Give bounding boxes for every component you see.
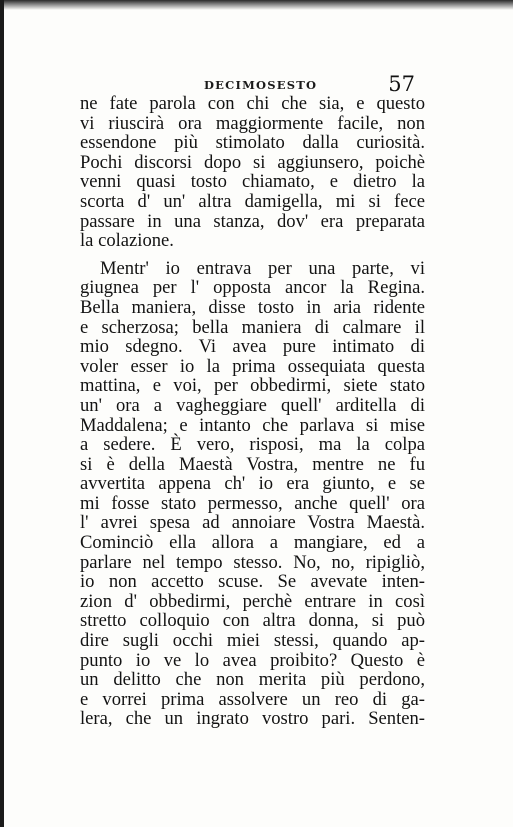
text-line: scorta d' un' altra damigella, mi si fece [80,190,425,212]
text-line: parlare nel tempo stesso. No, no, ripigliò, [80,551,425,573]
text-line: Pochi discorsi dopo si aggiunsero, poichè [80,151,425,173]
text-line: giugnea per l' opposta ancor la Regina. [80,277,425,299]
text-line: l' avrei spesa ad annoiare Vostra Maestà. [80,512,425,534]
text-line: Mentr' io entrava per una parte, vi [100,257,425,279]
body-text [80,94,425,729]
text-line: e scherzosa; bella maniera di calmare il [80,316,425,338]
text-line: punto io ve lo avea proibito? Questo è [80,649,425,671]
text-line: vi riuscirà ora maggiormente facile, non [80,112,425,134]
scan-left-edge [0,0,4,827]
page-number: 57 [388,72,415,96]
text-line: dire sugli occhi miei stessi, quando ap- [80,630,425,652]
text-line: Maddalena; e intanto che parlava si mise [80,414,425,436]
text-line: zion d' obbedirmi, perchè entrare in così [80,590,425,612]
text-line: mattina, e voi, per obbedirmi, siete stato [80,375,425,397]
text-line: mio sdegno. Vi avea pure intimato di [80,336,425,358]
text-line: Cominciò ella allora a mangiare, ed a [80,532,425,554]
text-line: a sedere. È vero, risposi, ma la colpa [80,434,425,456]
text-line: un delitto che non merita più perdono, [80,669,425,691]
text-line: Bella maniera, disse tosto in aria ridente [80,296,425,318]
text-line: voler esser io la prima ossequiata questa [80,355,425,377]
text-line: e vorrei prima assolvere un reo di ga- [80,688,425,710]
text-line: essendone più stimolato dalla curiosità. [80,132,425,154]
text-line: passare in una stanza, dov' era preparata [80,210,425,232]
text-line: avvertita appena ch' io era giunto, e se [80,473,425,495]
text-line: si è della Maestà Vostra, mentre ne fu [80,453,425,475]
text-line: la colazione. [80,230,174,252]
running-head: DECIMOSESTO [204,78,318,92]
text-line: mi fosse stato permesso, anche quell' ora [80,492,425,514]
text-line: un' ora a vagheggiare quell' arditella di [80,394,425,416]
text-line: venni quasi tosto chiamato, e dietro la [80,171,425,193]
paragraph [80,94,425,251]
text-line: lera, che un ingrato vostro pari. Senten- [80,708,425,730]
scan-top-edge [0,0,513,10]
text-line: stretto colloquio con altra donna, si può [80,610,425,632]
paragraph [80,259,425,729]
text-line: ne fate parola con chi che sia, e questo [80,93,425,114]
text-line: io non accetto scuse. Se avevate inten- [80,571,425,593]
